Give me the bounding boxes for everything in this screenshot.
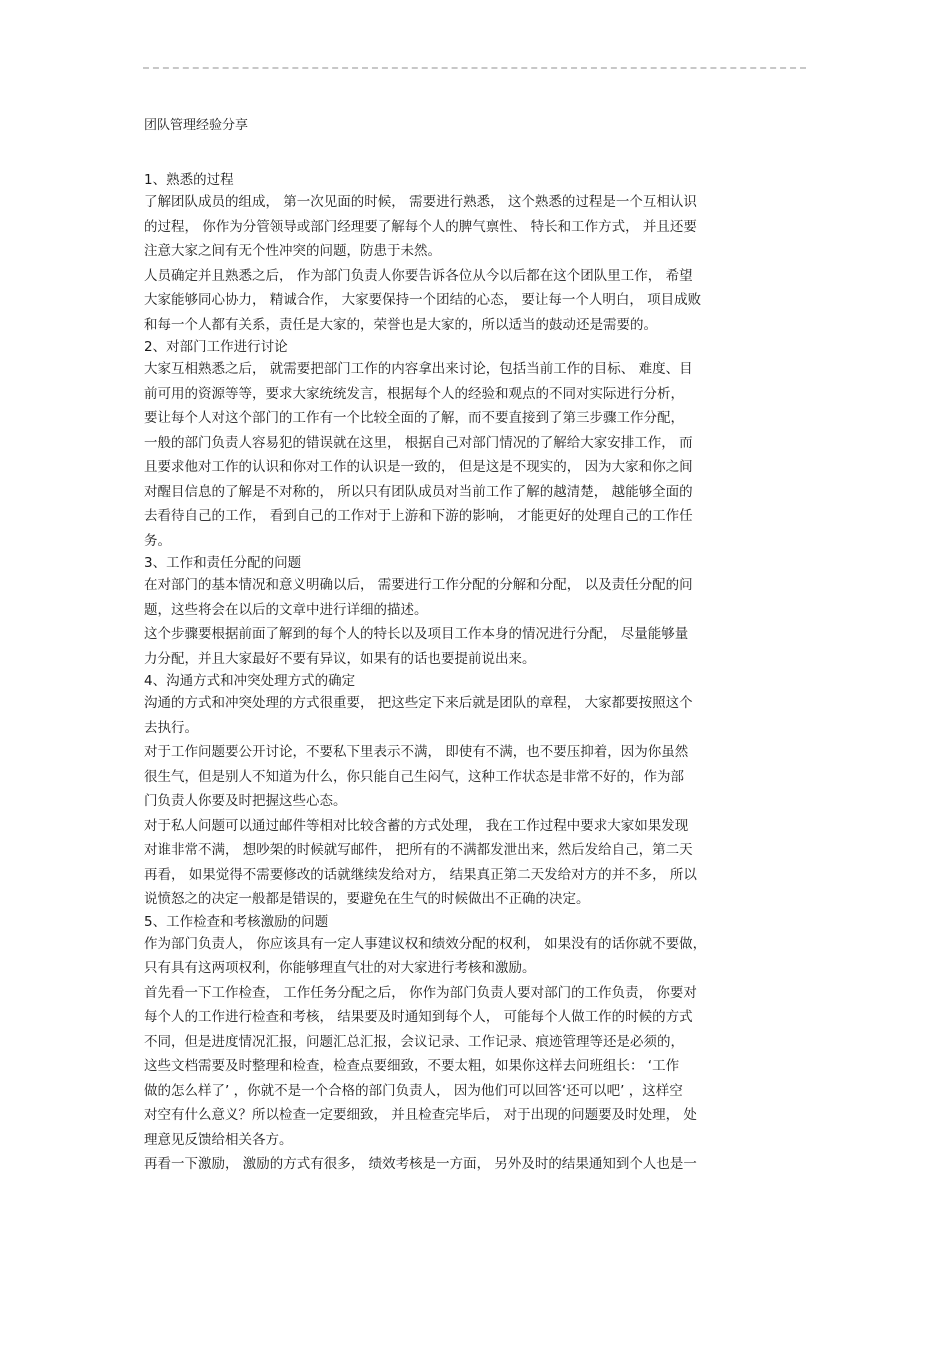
paragraph-line: 再看一下激励， 激励的方式有很多， 绩效考核是一方面， 另外及时的结果通知到个人也是一 <box>144 1156 697 1172</box>
paragraph-line: 对空有什么意义？所以检查一定要细致， 并且检查完毕后， 对于出现的问题要及时处理， 处 <box>144 1107 697 1123</box>
section-heading: 5、工作检查和考核激励的问题 <box>144 913 329 930</box>
paragraph <box>144 573 808 622</box>
paragraph <box>144 981 808 1153</box>
section-heading: 2、对部门工作进行讨论 <box>144 339 288 355</box>
section-5 <box>144 912 808 1177</box>
paragraph-line: 在对部门的基本情况和意义明确以后， 需要进行工作分配的分解和分配， 以及责任分配的问 <box>144 577 693 593</box>
header-rule <box>143 67 806 69</box>
section-4 <box>144 671 808 912</box>
paragraph-line: 这些文档需要及时整理和检查，检查点要细致，不要太粗，如果你这样去问班组长： ‘工作 <box>144 1058 680 1074</box>
document-sections <box>144 170 808 1177</box>
document-body <box>144 117 808 1177</box>
paragraph <box>144 691 808 740</box>
paragraph <box>144 264 808 338</box>
paragraph <box>144 932 808 981</box>
section-1 <box>144 170 808 337</box>
paragraph-line: 再看， 如果觉得不需要修改的话就继续发给对方， 结果真正第二天发给对方的并不多， 所以 <box>144 866 697 883</box>
paragraph-line: 对于工作问题要公开讨论，不要私下里表示不满， 即使有不满，也不要压抑着，因为你虽然 <box>144 744 689 760</box>
paragraph <box>144 740 808 814</box>
paragraph-line: 要让每个人对这个部门的工作有一个比较全面的了解，而不要直接到了第三步骤工作分配， <box>144 410 684 426</box>
document-title: 团队管理经验分享 <box>144 118 249 133</box>
paragraph-line: 对谁非常不满， 想吵架的时候就写邮件， 把所有的不满都发泄出来，然后发给自己，第二天 <box>144 842 693 858</box>
paragraph-line: 前可用的资源等等，要求大家统统发言，根据每个人的经验和观点的不同对实际进行分析， <box>144 385 684 402</box>
paragraph-line: 作为部门负责人， 你应该具有一定人事建议权和绩效分配的权利， 如果没有的话你就不要做， <box>144 935 707 952</box>
paragraph-line: 理意见反馈给相关各方。 <box>144 1131 293 1148</box>
paragraph-line: 对醒目信息的了解是不对称的， 所以只有团队成员对当前工作了解的越清楚， 越能够全面的 <box>144 483 693 500</box>
paragraph-line: 沟通的方式和冲突处理的方式很重要， 把这些定下来后就是团队的章程， 大家都要按照这个 <box>144 695 693 711</box>
paragraph <box>144 190 808 264</box>
paragraph-line: 这个步骤要根据前面了解到的每个人的特长以及项目工作本身的情况进行分配， 尽量能够量 <box>144 626 689 642</box>
paragraph-line: 说愤怒之的决定一般都是错误的，要避免在生气的时候做出不正确的决定。 <box>144 891 590 907</box>
paragraph-line: 和每一个人都有关系，责任是大家的，荣誉也是大家的，所以适当的鼓动还是需要的。 <box>144 316 657 333</box>
paragraph-line: 很生气，但是别人不知道为什么，你只能自己生闷气，这种工作状态是非常不好的，作为部 <box>144 768 684 785</box>
paragraph-line: 去看待自己的工作， 看到自己的工作对于上游和下游的影响， 才能更好的处理自己的工作任 <box>144 508 693 524</box>
section-heading: 3、工作和责任分配的问题 <box>144 555 302 571</box>
paragraph-line: 一般的部门负责人容易犯的错误就在这里， 根据自己对部门情况的了解给大家安排工作， 而 <box>144 434 693 451</box>
paragraph-line: 去执行。 <box>144 719 198 736</box>
paragraph-line: 题，这些将会在以后的文章中进行详细的描述。 <box>144 601 428 618</box>
section-heading: 1、熟悉的过程 <box>144 172 234 188</box>
paragraph-line: 的过程， 你作为分管领导或部门经理要了解每个人的脾气禀性、 特长和工作方式， 并且还要 <box>144 218 697 235</box>
paragraph-line: 首先看一下工作检查， 工作任务分配之后， 你作为部门负责人要对部门的工作负责， 你要对 <box>144 984 697 1001</box>
paragraph <box>144 357 808 553</box>
paragraph-line: 人员确定并且熟悉之后， 作为部门负责人你要告诉各位从今以后都在这个团队里工作， 希望 <box>144 267 693 284</box>
section-heading: 4、沟通方式和冲突处理方式的确定 <box>144 673 356 689</box>
paragraph-line: 务。 <box>144 532 171 549</box>
paragraph-line: 大家互相熟悉之后， 就需要把部门工作的内容拿出来讨论，包括当前工作的目标、 难度、目 <box>144 361 693 377</box>
paragraph-line: 了解团队成员的组成， 第一次见面的时候， 需要进行熟悉， 这个熟悉的过程是一个互相认识 <box>144 194 697 210</box>
paragraph-line: 对于私人问题可以通过邮件等相对比较含蓄的方式处理， 我在工作过程中要求大家如果发现 <box>144 817 689 834</box>
paragraph <box>144 814 808 912</box>
paragraph-line: 门负责人你要及时把握这些心态。 <box>144 793 347 809</box>
paragraph <box>144 1152 808 1177</box>
paragraph-line: 注意大家之间有无个性冲突的问题，防患于未然。 <box>144 243 441 259</box>
paragraph <box>144 622 808 671</box>
paragraph-line: 不同，但是进度情况汇报，问题汇总汇报，会议记录、工作记录、痕迹管理等还是必须的， <box>144 1033 684 1050</box>
paragraph-line: 力分配，并且大家最好不要有异议，如果有的话也要提前说出来。 <box>144 650 536 667</box>
section-2 <box>144 337 808 553</box>
paragraph-line: 且要求他对工作的认识和你对工作的认识是一致的， 但是这是不现实的， 因为大家和你之间 <box>144 459 693 475</box>
paragraph-line: 每个人的工作进行检查和考核， 结果要及时通知到每个人， 可能每个人做工作的时候的方式 <box>144 1009 693 1025</box>
paragraph-line: 只有具有这两项权利，你能够理直气壮的对大家进行考核和激励。 <box>144 960 536 976</box>
section-3 <box>144 553 808 671</box>
paragraph-line: 做的怎么样了’ ，你就不是一个合格的部门负责人， 因为他们可以回答‘还可以吧’ ，这样空 <box>144 1082 683 1099</box>
paragraph-line: 大家能够同心协力， 精诚合作， 大家要保持一个团结的心态， 要让每一个人明白， 项目成败 <box>144 292 702 308</box>
